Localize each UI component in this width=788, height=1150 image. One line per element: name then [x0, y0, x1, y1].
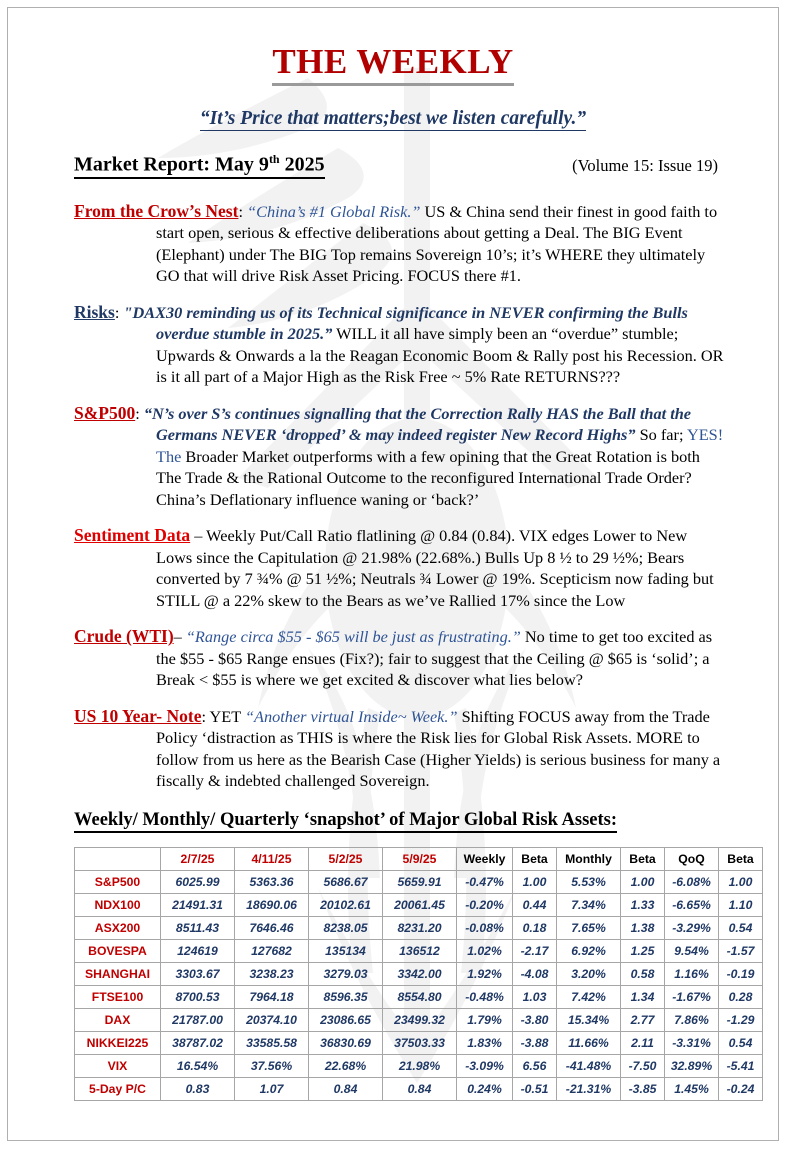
section-separator: :: [201, 706, 210, 726]
table-cell: 0.24%: [457, 1077, 513, 1100]
table-cell: 1.83%: [457, 1031, 513, 1054]
table-cell: 33585.58: [235, 1031, 309, 1054]
table-cell: -0.48%: [457, 985, 513, 1008]
table-row: [75, 1008, 763, 1031]
table-cell: -0.08%: [457, 916, 513, 939]
table-cell: -0.19: [719, 962, 763, 985]
section-separator: –: [173, 627, 186, 647]
table-col-header: Beta: [513, 847, 557, 870]
section-body: US & China send their finest in good faith to start open, serious & effective deliberations about getting a Deal. The BIG Event (Elephant) under The BIG Top remains Sovereign 10’s; it’s WHERE they ultimately GO that will drive Risk Asset Pricing. FOCUS there #1.: [156, 201, 718, 286]
section-quote: “Another virtual Inside~ Week.”: [244, 706, 458, 726]
article-sections: [8, 201, 778, 792]
table-cell: 0.28: [719, 985, 763, 1008]
table-cell: 23086.65: [309, 1008, 383, 1031]
table-cell: 1.33: [621, 893, 665, 916]
table-cell: 127682: [235, 939, 309, 962]
section-separator: :: [114, 302, 124, 322]
table-row-label: DAX: [75, 1008, 161, 1031]
volume-issue: (Volume 15: Issue 19): [572, 155, 718, 175]
snapshot-table-wrap: [8, 847, 778, 1101]
table-cell: 0.54: [719, 916, 763, 939]
table-cell: 1.07: [235, 1077, 309, 1100]
section-quote: “Range circa $55 - $65 will be just as frustrating.”: [185, 627, 521, 647]
table-cell: 2.11: [621, 1031, 665, 1054]
table-cell: 37.56%: [235, 1054, 309, 1077]
table-cell: -4.08: [513, 962, 557, 985]
table-cell: -0.24: [719, 1077, 763, 1100]
table-row-label: 5-Day P/C: [75, 1077, 161, 1100]
table-cell: 124619: [161, 939, 235, 962]
section-heading: Crude (WTI): [74, 626, 174, 647]
table-cell: 0.54: [719, 1031, 763, 1054]
table-col-header: QoQ: [665, 847, 719, 870]
table-cell: -0.51: [513, 1077, 557, 1100]
table-row: [75, 985, 763, 1008]
table-body: [75, 870, 763, 1100]
section-heading: S&P500: [74, 402, 136, 423]
table-cell: 38787.02: [161, 1031, 235, 1054]
table-row: [75, 916, 763, 939]
table-cell: -0.20%: [457, 893, 513, 916]
table-cell: 1.92%: [457, 962, 513, 985]
table-cell: 0.44: [513, 893, 557, 916]
table-cell: 22.68%: [309, 1054, 383, 1077]
table-cell: 21787.00: [161, 1008, 235, 1031]
section-heading: Risks: [74, 301, 115, 322]
table-cell: 18690.06: [235, 893, 309, 916]
table-cell: 8596.35: [309, 985, 383, 1008]
section-heading: Sentiment Data: [74, 525, 191, 546]
section-quote: “N’s over S’s continues signalling that the Correction Rally HAS the Ball that the Germans NEVER ‘dropped’ & may indeed register New Record Highs”: [143, 403, 692, 445]
table-row-label: NIKKEI225: [75, 1031, 161, 1054]
table-col-header: 5/2/25: [309, 847, 383, 870]
table-cell: 20374.10: [235, 1008, 309, 1031]
table-cell: 3279.03: [309, 962, 383, 985]
table-cell: 9.54%: [665, 939, 719, 962]
table-row: [75, 962, 763, 985]
section-body-pre: So far;: [635, 425, 687, 445]
report-line: [8, 152, 778, 179]
table-cell: 7.42%: [557, 985, 621, 1008]
table-cell: 32.89%: [665, 1054, 719, 1077]
table-cell: 7964.18: [235, 985, 309, 1008]
table-cell: 1.79%: [457, 1008, 513, 1031]
table-cell: 1.16%: [665, 962, 719, 985]
table-cell: 5363.36: [235, 870, 309, 893]
table-cell: 1.45%: [665, 1077, 719, 1100]
table-cell: 6.56: [513, 1054, 557, 1077]
section-quote: “China’s #1 Global Risk.”: [247, 201, 421, 221]
document-page: [7, 7, 779, 1141]
page-title: THE WEEKLY: [272, 42, 513, 86]
table-cell: 1.00: [719, 870, 763, 893]
table-cell: 136512: [383, 939, 457, 962]
table-cell: -3.80: [513, 1008, 557, 1031]
table-row-label: SHANGHAI: [75, 962, 161, 985]
table-row-label: VIX: [75, 1054, 161, 1077]
table-cell: 0.83: [161, 1077, 235, 1100]
table-header-row: [75, 847, 763, 870]
table-row-label: ASX200: [75, 916, 161, 939]
table-cell: 1.38: [621, 916, 665, 939]
table-cell: 37503.33: [383, 1031, 457, 1054]
table-cell: -3.09%: [457, 1054, 513, 1077]
table-cell: -1.57: [719, 939, 763, 962]
table-cell: 8700.53: [161, 985, 235, 1008]
table-col-header: Beta: [621, 847, 665, 870]
table-cell: -7.50: [621, 1054, 665, 1077]
table-cell: -5.41: [719, 1054, 763, 1077]
table-col-header: 5/9/25: [383, 847, 457, 870]
section-body: Weekly Put/Call Ratio flatlining @ 0.84 (0.84). VIX edges Lower to New Lows since the Capitulation @ 21.98% (22.68%.) Bulls Up 8 ½ to 29 ½%; Bears converted by 7 ¾% @ 51 ½%; Neutrals ¾ Lower @ 19%. Scepticism now fading but STILL @ a 22% skew to the Bears as we’ve Rallied 17% since the Low: [156, 526, 714, 610]
table-cell: 8554.80: [383, 985, 457, 1008]
table-cell: 1.02%: [457, 939, 513, 962]
section-risks: [74, 302, 724, 388]
table-cell: 135134: [309, 939, 383, 962]
tagline: [8, 108, 778, 130]
table-row: [75, 1054, 763, 1077]
table-col-header: Weekly: [457, 847, 513, 870]
table-cell: -6.65%: [665, 893, 719, 916]
table-row-label: BOVESPA: [75, 939, 161, 962]
report-label: Market Report: May 9: [74, 153, 269, 176]
section-body: No time to get too excited as the $55 - $65 Range ensues (Fix?); fair to suggest that the Ceiling @ $65 is ‘solid’; a Break < $55 is where we get excited & discover what lies below?: [156, 627, 713, 690]
snapshot-table-heading-text: Weekly/ Monthly/ Quarterly ‘snapshot’ of Major Global Risk Assets:: [74, 810, 617, 833]
table-col-header: Beta: [719, 847, 763, 870]
table-cell: -21.31%: [557, 1077, 621, 1100]
section-body: Shifting FOCUS away from the Trade Policy ‘distraction as THIS is where the Risk lies for Global Risk Assets. MORE to follow from us here as the Bearish Case (Higher Yields) is serious business for many a fiscally & indebted challenged Sovereign.: [156, 706, 721, 791]
masthead: [8, 42, 778, 86]
table-cell: 20102.61: [309, 893, 383, 916]
table-cell: 1.25: [621, 939, 665, 962]
table-cell: 8511.43: [161, 916, 235, 939]
table-cell: 1.00: [621, 870, 665, 893]
table-row-label: S&P500: [75, 870, 161, 893]
table-cell: 5.53%: [557, 870, 621, 893]
table-cell: 21.98%: [383, 1054, 457, 1077]
table-cell: -1.29: [719, 1008, 763, 1031]
table-cell: 7.86%: [665, 1008, 719, 1031]
table-row: [75, 1077, 763, 1100]
table-cell: 0.58: [621, 962, 665, 985]
table-cell: 5659.91: [383, 870, 457, 893]
table-col-header: Monthly: [557, 847, 621, 870]
section-quote: "DAX30 reminding us of its Technical significance in NEVER confirming the Bulls overdue stumble in 2025.”: [123, 302, 688, 344]
table-cell: -3.31%: [665, 1031, 719, 1054]
report-year: 2025: [279, 153, 325, 176]
table-cell: -3.88: [513, 1031, 557, 1054]
snapshot-table: [74, 847, 763, 1101]
section-heading: From the Crow’s Nest: [74, 200, 239, 221]
table-cell: 6025.99: [161, 870, 235, 893]
table-cell: -2.17: [513, 939, 557, 962]
table-cell: 0.84: [309, 1077, 383, 1100]
table-cell: -3.85: [621, 1077, 665, 1100]
table-cell: -3.29%: [665, 916, 719, 939]
table-cell: 0.18: [513, 916, 557, 939]
section-sp500: [74, 403, 724, 511]
section-crude-wti: [74, 626, 724, 691]
table-row: [75, 870, 763, 893]
table-cell: 3342.00: [383, 962, 457, 985]
section-separator: :: [135, 403, 144, 423]
table-cell: -0.47%: [457, 870, 513, 893]
table-cell: 7646.46: [235, 916, 309, 939]
table-cell: 23499.32: [383, 1008, 457, 1031]
section-body: WILL it all have simply been an “overdue” stumble; Upwards & Onwards a la the Reagan Economic Boom & Rally post his Recession. OR is it all part of a Major High as the Risk Free ~ 5% Rate RETURNS???: [156, 324, 724, 387]
tagline-text: “It’s Price that matters;best we listen carefully.”: [199, 108, 587, 130]
report-ordinal: th: [268, 152, 280, 167]
table-cell: 3238.23: [235, 962, 309, 985]
table-row: [75, 939, 763, 962]
table-cell: -41.48%: [557, 1054, 621, 1077]
section-separator: :: [238, 201, 248, 221]
table-cell: -1.67%: [665, 985, 719, 1008]
table-cell: 20061.45: [383, 893, 457, 916]
section-us-10-year-note: [74, 706, 724, 792]
table-cell: 0.84: [383, 1077, 457, 1100]
table-cell: 2.77: [621, 1008, 665, 1031]
section-crows-nest: [74, 201, 724, 287]
report-date-title: [74, 152, 325, 179]
table-row: [75, 893, 763, 916]
table-row-label: FTSE100: [75, 985, 161, 1008]
section-separator: –: [190, 526, 207, 546]
table-cell: 11.66%: [557, 1031, 621, 1054]
table-cell: 7.34%: [557, 893, 621, 916]
section-sentiment-data: [74, 525, 724, 611]
section-heading: US 10 Year- Note: [74, 705, 202, 726]
table-cell: 21491.31: [161, 893, 235, 916]
section-body-highlight: YES! The: [156, 425, 724, 466]
table-row: [75, 1031, 763, 1054]
table-cell: 36830.69: [309, 1031, 383, 1054]
snapshot-table-heading: [8, 810, 778, 831]
table-cell: 8231.20: [383, 916, 457, 939]
table-cell: 16.54%: [161, 1054, 235, 1077]
table-cell: 1.03: [513, 985, 557, 1008]
table-cell: 1.34: [621, 985, 665, 1008]
table-cell: 3303.67: [161, 962, 235, 985]
table-cell: 8238.05: [309, 916, 383, 939]
section-body: Broader Market outperforms with a few opining that the Great Rotation is both The Trade & the Rational Outcome to the reconfigured International Trade Order? China’s Deflationary influence waning or ‘back?’: [156, 446, 700, 509]
table-cell: 3.20%: [557, 962, 621, 985]
table-cell: 7.65%: [557, 916, 621, 939]
table-corner-cell: [75, 847, 161, 870]
table-cell: -6.08%: [665, 870, 719, 893]
table-row-label: NDX100: [75, 893, 161, 916]
table-cell: 1.00: [513, 870, 557, 893]
table-col-header: 4/11/25: [235, 847, 309, 870]
table-cell: 5686.67: [309, 870, 383, 893]
table-cell: 15.34%: [557, 1008, 621, 1031]
table-cell: 6.92%: [557, 939, 621, 962]
table-col-header: 2/7/25: [161, 847, 235, 870]
table-cell: 1.10: [719, 893, 763, 916]
section-prequote: YET: [209, 706, 245, 726]
